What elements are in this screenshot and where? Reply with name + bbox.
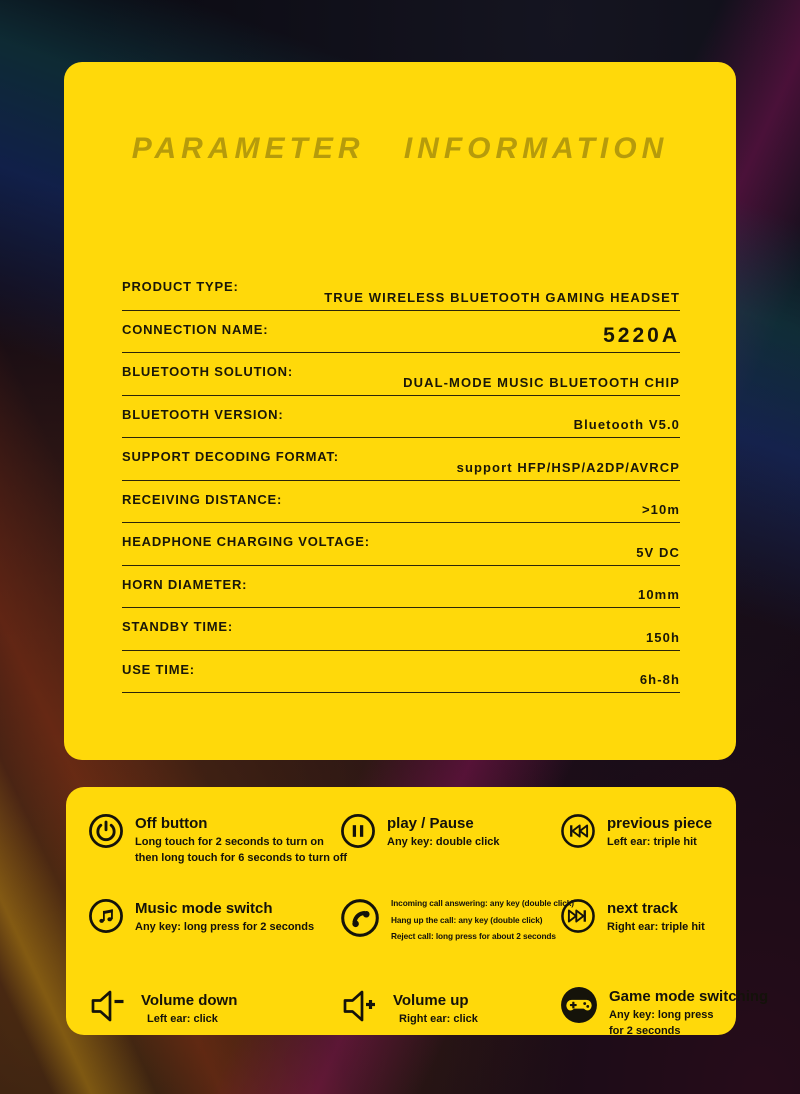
page-title: PARAMETER INFORMATION [131,132,669,165]
parameter-information-card [64,62,736,760]
control-title: Off button [135,815,208,832]
control-line: then long touch for 6 seconds to turn off [135,852,348,864]
spec-label: HORN DIAMETER: [122,576,248,592]
spec-label: CONNECTION NAME: [122,321,269,337]
volume-down-icon [88,986,130,1026]
spec-row-product-type [122,268,680,311]
control-line: Left ear: triple hit [607,836,697,848]
control-title: play / Pause [387,815,474,832]
spec-label: RECEIVING DISTANCE: [122,491,283,507]
spec-row-connection-name [122,311,680,354]
control-play-pause [340,813,560,898]
control-line: Right ear: triple hit [607,921,705,933]
next-track-icon [560,898,596,934]
spec-value: DUAL-MODE MUSIC BLUETOOTH CHIP [403,374,680,390]
control-line: Any key: double click [387,836,500,848]
control-line: Hang up the call: any key (double click) [391,914,543,925]
control-line: Any key: long press for 2 seconds [135,921,315,933]
spec-label: USE TIME: [122,661,195,677]
spec-label: BLUETOOTH SOLUTION: [122,364,293,379]
previous-track-icon [560,813,596,849]
spec-row-receiving-distance [122,481,680,524]
volume-up-icon [340,986,382,1026]
button-functions-card [66,787,769,1037]
spec-label: PRODUCT TYPE: [122,279,239,294]
control-line: for 2 seconds [609,1025,681,1037]
control-line: Reject call: long press for about 2 seconds [391,931,556,941]
control-volume-down [88,986,340,1037]
spec-row-decoding-format [122,438,680,481]
gamepad-icon [560,986,598,1024]
music-note-icon [88,898,124,934]
spec-value: 5V DC [636,544,680,560]
control-line: Right ear: click [399,1013,478,1025]
spec-value: 150h [645,629,680,645]
control-previous-track [560,813,768,898]
spec-table [122,268,680,693]
control-title: Game mode switching [609,988,769,1005]
control-line: Incoming call answering: any key (double click) [391,898,574,908]
spec-row-bluetooth-version [122,396,680,439]
play-pause-icon [340,813,376,849]
control-line: Left ear: click [147,1013,218,1025]
control-title: previous piece [607,815,713,832]
control-game-mode [560,986,768,1037]
spec-row-horn-diameter [122,566,680,609]
spec-row-bluetooth-solution [122,353,680,396]
control-off-button [88,813,348,898]
phone-icon [340,898,380,938]
control-line: Long touch for 2 seconds to turn on [135,836,324,848]
control-next-track [560,898,768,986]
spec-label: BLUETOOTH VERSION: [122,406,284,422]
spec-value: 10mm [638,587,680,602]
spec-value: Bluetooth V5.0 [573,417,680,432]
controls-grid [66,787,769,1037]
spec-row-standby-time [122,608,680,651]
spec-value: 5220A [603,324,680,347]
spec-value: 6h-8h [639,672,680,687]
control-title: Music mode switch [135,900,273,917]
control-music-mode [88,898,340,986]
spec-value: >10m [641,502,680,517]
control-volume-up [340,986,560,1037]
power-icon [88,813,124,849]
spec-label: HEADPHONE CHARGING VOLTAGE: [122,534,370,549]
spec-row-charging-voltage [122,523,680,566]
spec-row-use-time [122,651,680,694]
control-title: Volume up [393,992,469,1009]
control-title: next track [607,900,678,917]
spec-value: TRUE WIRELESS BLUETOOTH GAMING HEADSET [324,289,680,305]
spec-value: support HFP/HSP/A2DP/AVRCP [456,459,680,475]
spec-label: SUPPORT DECODING FORMAT: [122,449,339,464]
control-phone-calls [340,898,574,986]
control-title: Volume down [141,992,238,1009]
spec-label: STANDBY TIME: [122,619,234,634]
control-line: Any key: long press [609,1009,714,1021]
